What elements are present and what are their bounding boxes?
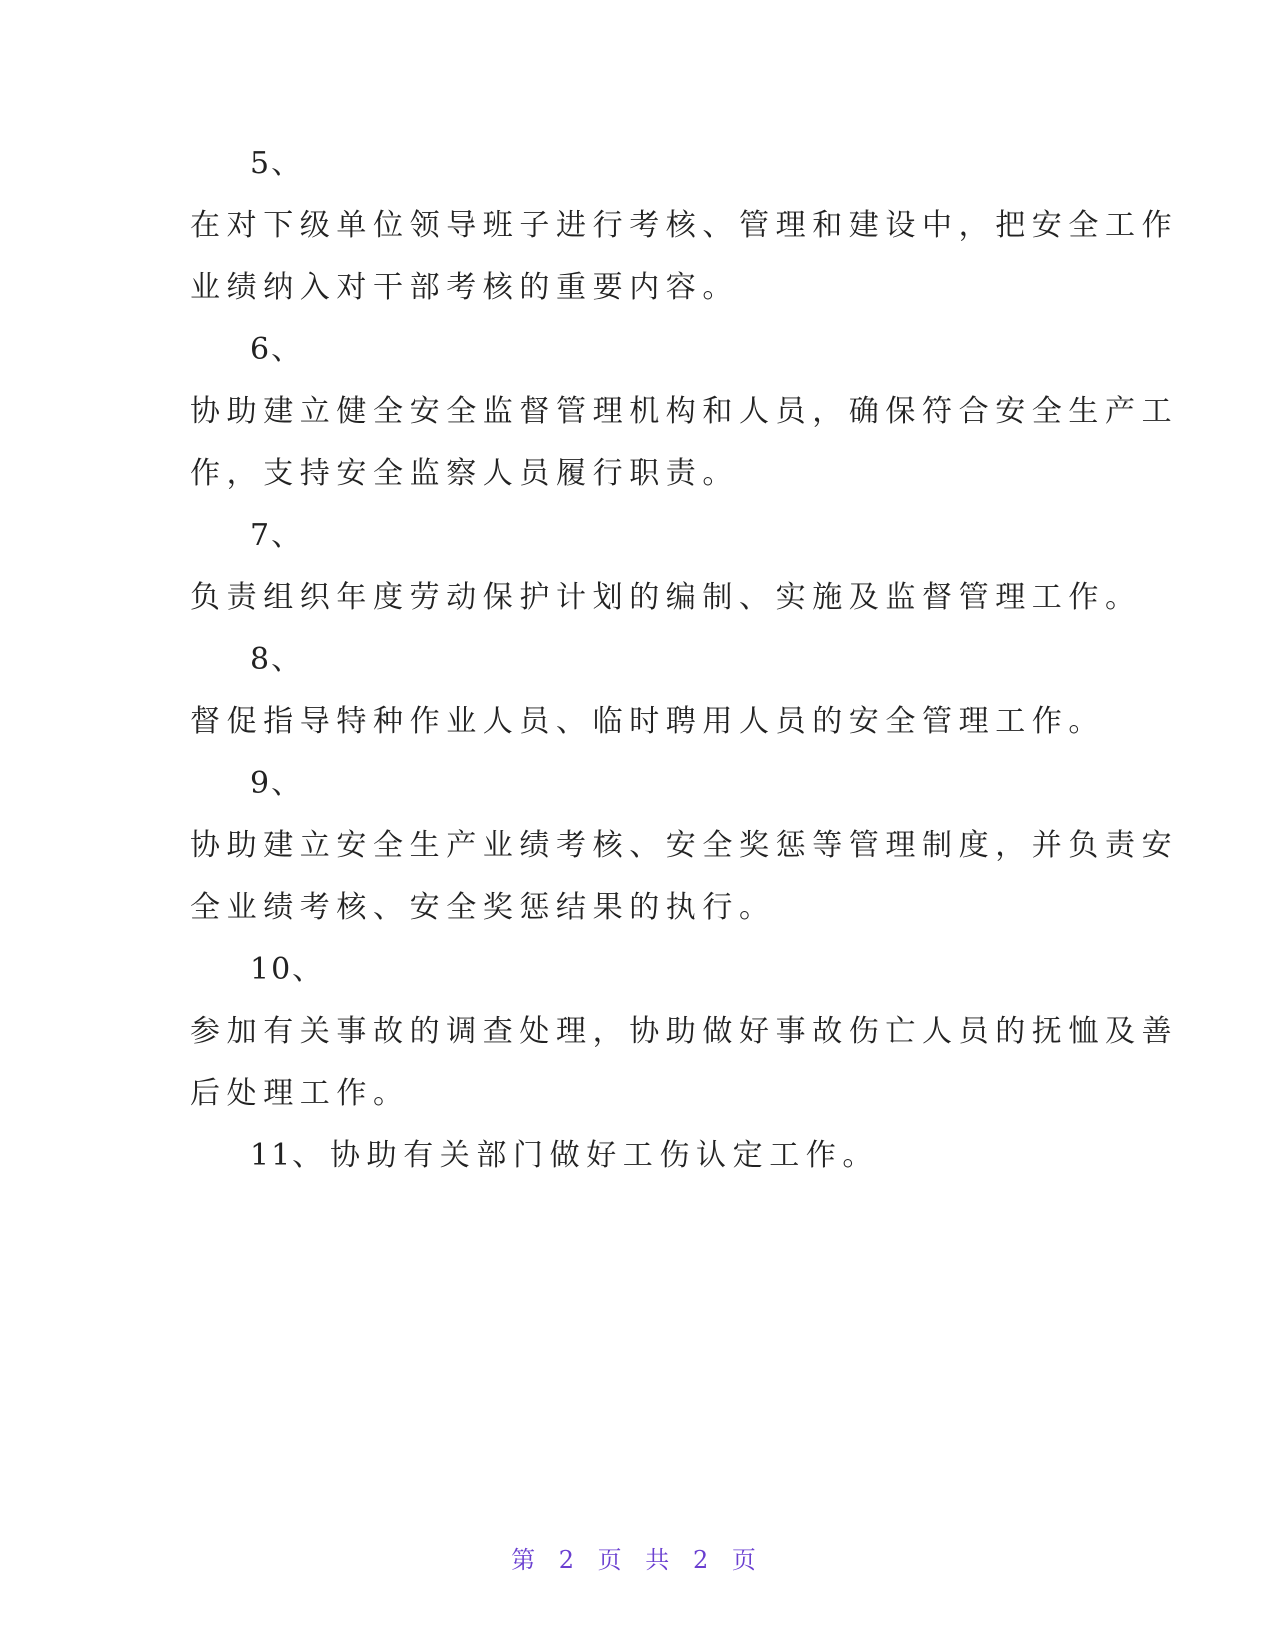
page-footer: 第 2 页 共 2 页 xyxy=(511,1546,764,1574)
item-9-number: 9、 xyxy=(250,766,304,801)
item-7-number: 7、 xyxy=(250,518,304,553)
item-6-number: 6、 xyxy=(250,332,304,367)
item-5-text-line-2: 业绩纳入对干部考核的重要内容。 xyxy=(190,270,739,305)
item-10-text-line-1: 参加有关事故的调查处理，协助做好事故伤亡人员的抚恤及善 xyxy=(190,1014,1179,1049)
item-11-text-line-1: 协助有关部门做好工伤认定工作。 xyxy=(330,1138,879,1173)
item-5-number: 5、 xyxy=(250,146,304,181)
item-7-text-line-1: 负责组织年度劳动保护计划的编制、实施及监督管理工作。 xyxy=(190,580,1142,615)
item-10-text-line-2: 后处理工作。 xyxy=(190,1076,410,1111)
item-6-text-line-1: 协助建立健全安全监督管理机构和人员，确保符合安全生产工 xyxy=(190,394,1179,429)
item-6-text-line-2: 作，支持安全监察人员履行职责。 xyxy=(190,456,739,491)
item-5-text-line-1: 在对下级单位领导班子进行考核、管理和建设中，把安全工作 xyxy=(190,208,1179,243)
item-9-text-line-1: 协助建立安全生产业绩考核、安全奖惩等管理制度，并负责安 xyxy=(190,828,1179,863)
item-8-number: 8、 xyxy=(250,642,304,677)
item-11-number: 11、 xyxy=(250,1138,325,1173)
item-9-text-line-2: 全业绩考核、安全奖惩结果的执行。 xyxy=(190,890,776,925)
item-10-number: 10、 xyxy=(250,952,325,987)
item-8-text-line-1: 督促指导特种作业人员、临时聘用人员的安全管理工作。 xyxy=(190,704,1105,739)
